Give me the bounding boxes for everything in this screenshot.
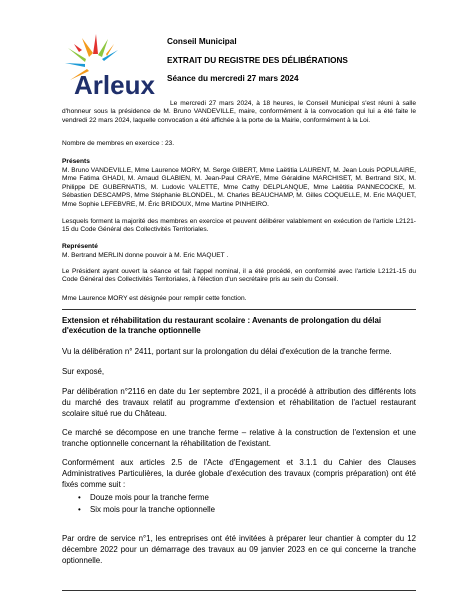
presents-list: M. Bruno VANDEVILLE, Mme Laurence MORY, M. Serge GIBERT, Mme Laëtitia LAURENT, M. Jean Louis POPULAIRE, Mme Fatima GHADI, M. Arnaud GLABIEN, M. Jean-Paul CRAYE, Mme Géraldine MARCHISET, M. Bertrand SIX, M. Philippe DE GUBERNATIS, M. Ludovic VALETTE, Mme Cathy DELPLANQUE, Mme Laëtitia PANNECOCKE, M. Sébastien DESCAMPS, Mme Stéphanie BLONDEL, M. Charles BEAUCHAMP, M. Gilles COQUELLE, M. Eric MAQUET, Mme Sophie LEFEBVRE, M. Éric BRIDOUX, Mme Martine PINHEIRO. (62, 167, 416, 208)
paragraph-composition: Ce marché se décompose en une tranche ferme – relative à la construction de l'extension et une tranche optionnelle concernant la réhabilitation de l'existant. (62, 428, 416, 448)
intro-paragraph: Le mercredi 27 mars 2024, à 18 heures, le Conseil Municipal s'est réuni à salle d'honneur sous la présidence de M. Bruno VANDEVILLE, maire, conformément à la convocation qui lui a été faite le vendredi 22 mars 2024, laquelle convocation a été affichée à la porte de la Mairie, conformément à la Loi. (62, 100, 416, 124)
document-title: EXTRAIT DU REGISTRE DES DÉLIBÉRATIONS (167, 56, 348, 65)
quorum-statement: Lesquels forment la majorité des membres en exercice et peuvent délibérer valablement en exécution de l'article L2121-15 du Code Général des Collectivités Territoriales. (62, 218, 416, 234)
list-item: • Six mois pour la tranche optionnelle (78, 505, 216, 514)
secretary-statement: Mme Laurence MORY est désignée pour remplir cette fonction. (62, 295, 247, 302)
paragraph-attribution: Par délibération n°2116 en date du 1er septembre 2021, il a procédé à attribution des différents lots du marché des travaux relatif au programme d'extension et réhabilitation de l'actuel restaurant scolaire situé rue du Château. (62, 387, 416, 418)
footer-divider (62, 590, 416, 591)
arleux-logo (60, 30, 160, 102)
bullet-icon: • (78, 493, 81, 502)
paragraph-service-order: Par ordre de service n°1, les entreprises ont été invitées à préparer leur chantier à compter du 12 décembre 2022 pour un démarrage des travaux au 09 janvier 2023 en ce qui concerne la tranche optionnelle. (62, 534, 416, 565)
deliberation-title: Extension et réhabilitation du restaurant scolaire : Avenants de prolongation du délai d'exécution de la tranche optionnelle (62, 316, 382, 336)
paragraph-durations: Conformément aux articles 2.5 de l'Acte d'Engagement et 3.1.1 du Cahier des Clauses Administratives Particulières, la durée globale d'exécution des travaux (compris préparation) ont été fixés comme suit : (62, 458, 416, 489)
list-item: • Douze mois pour la tranche ferme (78, 493, 209, 502)
represented-text: M. Bertrand MERLIN donne pouvoir à M. Eric MAQUET . (62, 252, 229, 259)
opening-statement: Le Président ayant ouvert la séance et fait l'appel nominal, il a été procédé, en conformité avec l'article L2121-15 du Code Général des Collectivités Territoriales, à l'élection d'un secrétaire pris au sein du Conseil. (62, 268, 416, 284)
section-divider (62, 309, 416, 310)
represented-heading: Représenté (62, 243, 98, 250)
council-name: Conseil Municipal (167, 37, 237, 46)
bullet-icon: • (78, 505, 81, 514)
members-count: Nombre de membres en exercice : 23. (62, 140, 175, 147)
duration-list (62, 492, 416, 516)
deliberation-reference: Vu la délibération n° 2411, portant sur la prolongation du délai d'exécution de la tranche ferme. (62, 347, 392, 356)
session-date: Séance du mercredi 27 mars 2024 (167, 74, 299, 83)
expose-label: Sur exposé, (62, 367, 105, 376)
logo-text: Arleux (74, 70, 155, 100)
presents-heading: Présents (62, 158, 90, 165)
